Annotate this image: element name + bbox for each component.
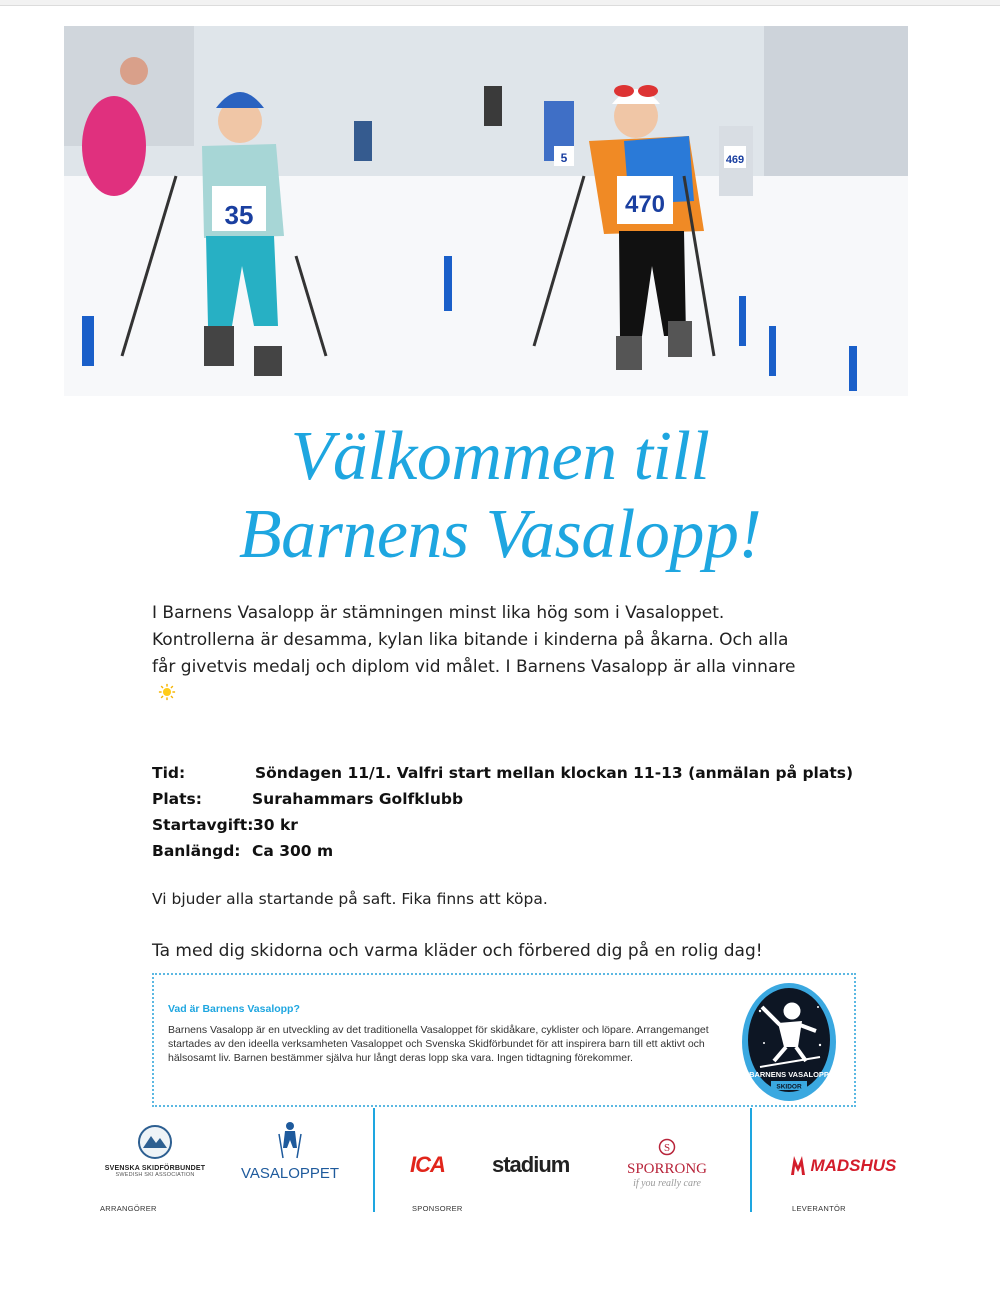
refreshments-note: Vi bjuder alla startande på saft. Fika finns att köpa. (152, 890, 548, 908)
ssf-logo (100, 1124, 210, 1178)
sporrong-emblem-icon (658, 1138, 676, 1156)
detail-key: Banlängd: (152, 842, 241, 860)
about-title: Vad är Barnens Vasalopp? (168, 1003, 300, 1015)
stadium-logo: stadium (492, 1152, 570, 1177)
barnens-vasalopp-badge-logo (740, 981, 838, 1103)
top-rule (0, 0, 1000, 6)
divider (373, 1108, 375, 1212)
detail-value: Ca 300 m (252, 842, 334, 860)
detail-key: Plats: (152, 790, 202, 808)
intro-paragraph (152, 600, 802, 708)
bib-number-4: 469 (725, 154, 745, 166)
hero-illustration (64, 26, 908, 396)
vasaloppet-logo (240, 1120, 340, 1182)
svg-text:S: S (663, 1142, 671, 1154)
madshus-logo (790, 1154, 896, 1176)
hero-photo (64, 26, 908, 396)
sponsors-label: SPONSORER (412, 1204, 463, 1213)
sporrong-logo (617, 1138, 717, 1189)
bib-number-3: 5 (560, 151, 568, 165)
ssf-emblem-icon (136, 1124, 174, 1160)
bib-number-1: 35 (224, 200, 254, 230)
vasaloppet-skier-icon (275, 1120, 305, 1160)
about-box (152, 973, 856, 1107)
headline-line-1: Välkommen till (290, 418, 710, 495)
badge-subtitle: SKIDOR (776, 1083, 802, 1091)
sporrong-tagline: if you really care (633, 1178, 701, 1189)
detail-key: Startavgift: (152, 816, 254, 834)
about-text: Barnens Vasalopp är en utveckling av det traditionella Vasaloppet för skidåkare, cyklister och löpare. Arrangemanget startades av den ideella verksamheten Vasaloppet och Svenska Skidförbundet för att inspirera barn till ett aktivt och hälsosamt liv. Barnen bestämmer själva hur långt deras lopp ska vara. Ingen tidtagning förekommer. (168, 1024, 709, 1064)
organizers-label: ARRANGÖRER (100, 1204, 157, 1213)
bring-note: Ta med dig skidorna och varma kläder och förbered dig på en rolig dag! (152, 941, 763, 961)
ssf-name: SVENSKA SKIDFÖRBUNDET (104, 1165, 206, 1172)
divider (750, 1108, 752, 1212)
madshus-emblem-icon (790, 1154, 806, 1176)
footer-logos (80, 1108, 920, 1218)
bib-number-2: 470 (624, 191, 666, 218)
sun-icon (158, 683, 176, 701)
intro-text: I Barnens Vasalopp är stämningen minst lika hög som i Vasaloppet. Kontrollerna är desamma, kylan lika bitande i kinderna på åkarna. Och alla får givetvis medalj och diplom vid målet. I Barnens Vasalopp är alla vinnare (152, 603, 796, 677)
detail-key: Tid: (152, 764, 186, 782)
madshus-wordmark: MADSHUS (810, 1156, 897, 1175)
detail-value: Söndagen 11/1. Valfri start mellan klockan 11-13 (anmälan på plats) (255, 764, 854, 782)
supplier-label: LEVERANTÖR (792, 1204, 846, 1213)
ica-logo: ICA (410, 1152, 445, 1177)
sporrong-wordmark: SPORRONG (626, 1161, 708, 1177)
badge-title: BARNENS VASALOPP (749, 1070, 829, 1079)
vasaloppet-wordmark: VASALOPPET (240, 1165, 340, 1182)
detail-value: Surahammars Golfklubb (252, 790, 464, 808)
headline-line-2: Barnens Vasalopp! (238, 496, 762, 573)
detail-value: 30 kr (253, 816, 298, 834)
ssf-subtitle: SWEDISH SKI ASSOCIATION (115, 1172, 195, 1178)
